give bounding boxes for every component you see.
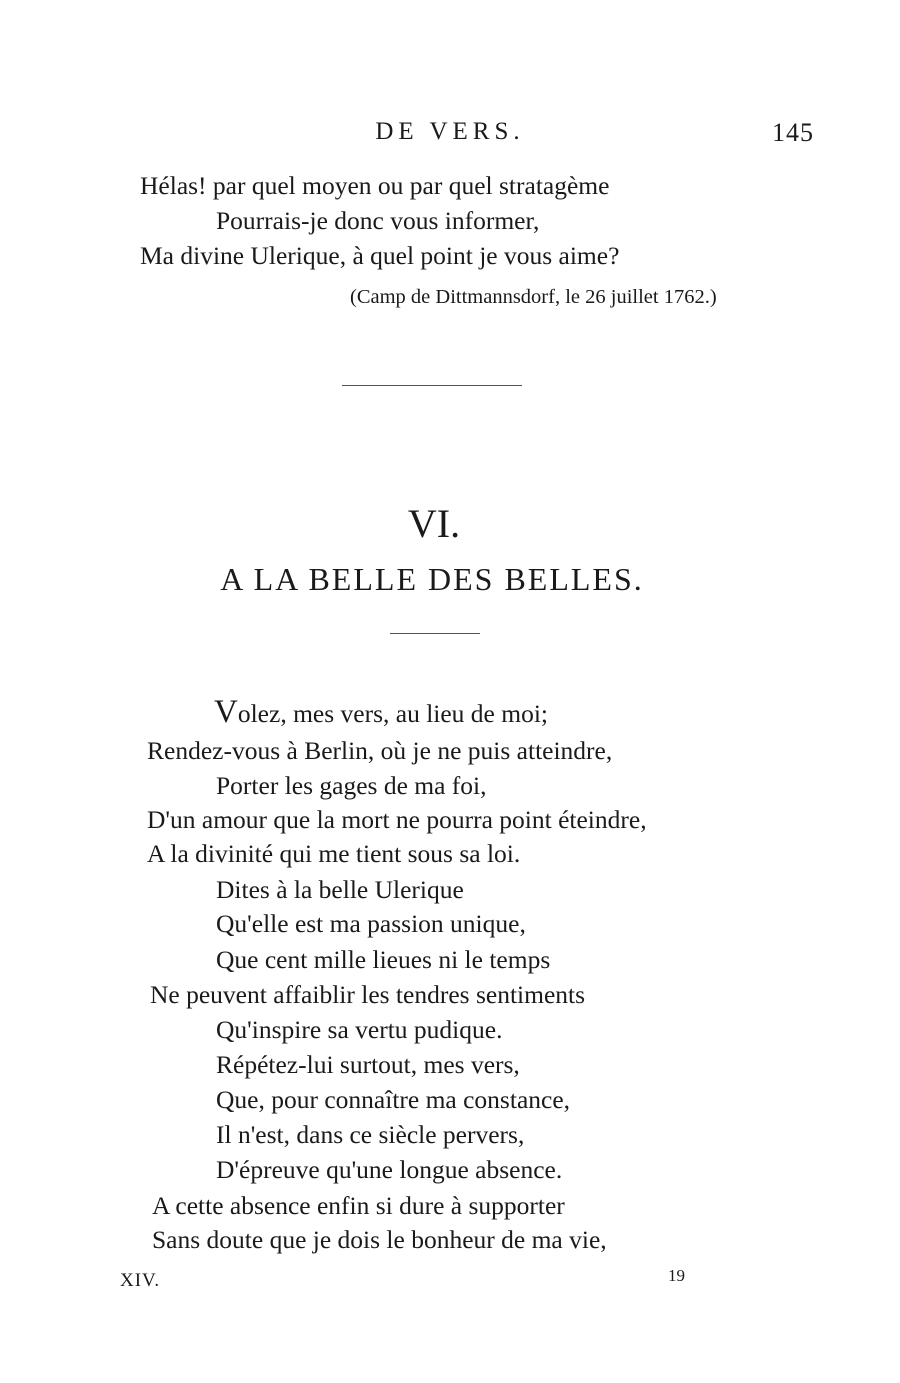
- poem-line: Qu'inspire sa vertu pudique.: [216, 1015, 503, 1044]
- first-line-text: olez, mes vers, au lieu de moi;: [237, 699, 549, 728]
- poem-line: A la divinité qui me tient sous sa loi.: [147, 839, 521, 868]
- poem-line: Répétez-lui surtout, mes vers,: [216, 1050, 520, 1079]
- poem-line: Porter les gages de ma foi,: [216, 771, 487, 800]
- poem-line: Rendez-vous à Berlin, où je ne puis atteindre,: [147, 736, 613, 765]
- section-divider: [342, 385, 522, 386]
- poem-line: Ne peuvent affaiblir les tendres sentiments: [150, 980, 586, 1009]
- poem-line: Ma divine Ulerique, à quel point je vous aime?: [140, 241, 620, 270]
- poem-line: Hélas! par quel moyen ou par quel stratagème: [140, 171, 610, 200]
- poem-line: D'un amour que la mort ne pourra point éteindre,: [147, 805, 647, 834]
- poem-line: Que cent mille lieues ni le temps: [216, 945, 551, 974]
- poem-line: Que, pour connaître ma constance,: [216, 1085, 571, 1114]
- sheet-number: 19: [668, 1266, 685, 1285]
- poem-line: Qu'elle est ma passion unique,: [216, 909, 526, 938]
- signature-mark: XIV.: [120, 1270, 161, 1291]
- section-title: A LA BELLE DES BELLES.: [220, 561, 644, 597]
- running-head: DE VERS.: [375, 118, 525, 145]
- poem-first-line: [214, 695, 548, 731]
- dateline: (Camp de Dittmannsdorf, le 26 juillet 1762.): [350, 286, 717, 308]
- title-divider: [390, 633, 480, 634]
- poem-line: A cette absence enfin si dure à supporter: [152, 1191, 565, 1220]
- poem-line: Sans doute que je dois le bonheur de ma vie,: [152, 1225, 607, 1254]
- poem-line: Dites à la belle Ulerique: [216, 875, 464, 904]
- initial-letter: V: [214, 694, 238, 730]
- poem-line: Pourrais-je donc vous informer,: [216, 206, 540, 235]
- poem-line: D'épreuve qu'une longue absence.: [216, 1155, 563, 1184]
- section-number: VI.: [407, 501, 461, 546]
- poem-line: Il n'est, dans ce siècle pervers,: [216, 1120, 525, 1149]
- page-number: 145: [772, 118, 814, 147]
